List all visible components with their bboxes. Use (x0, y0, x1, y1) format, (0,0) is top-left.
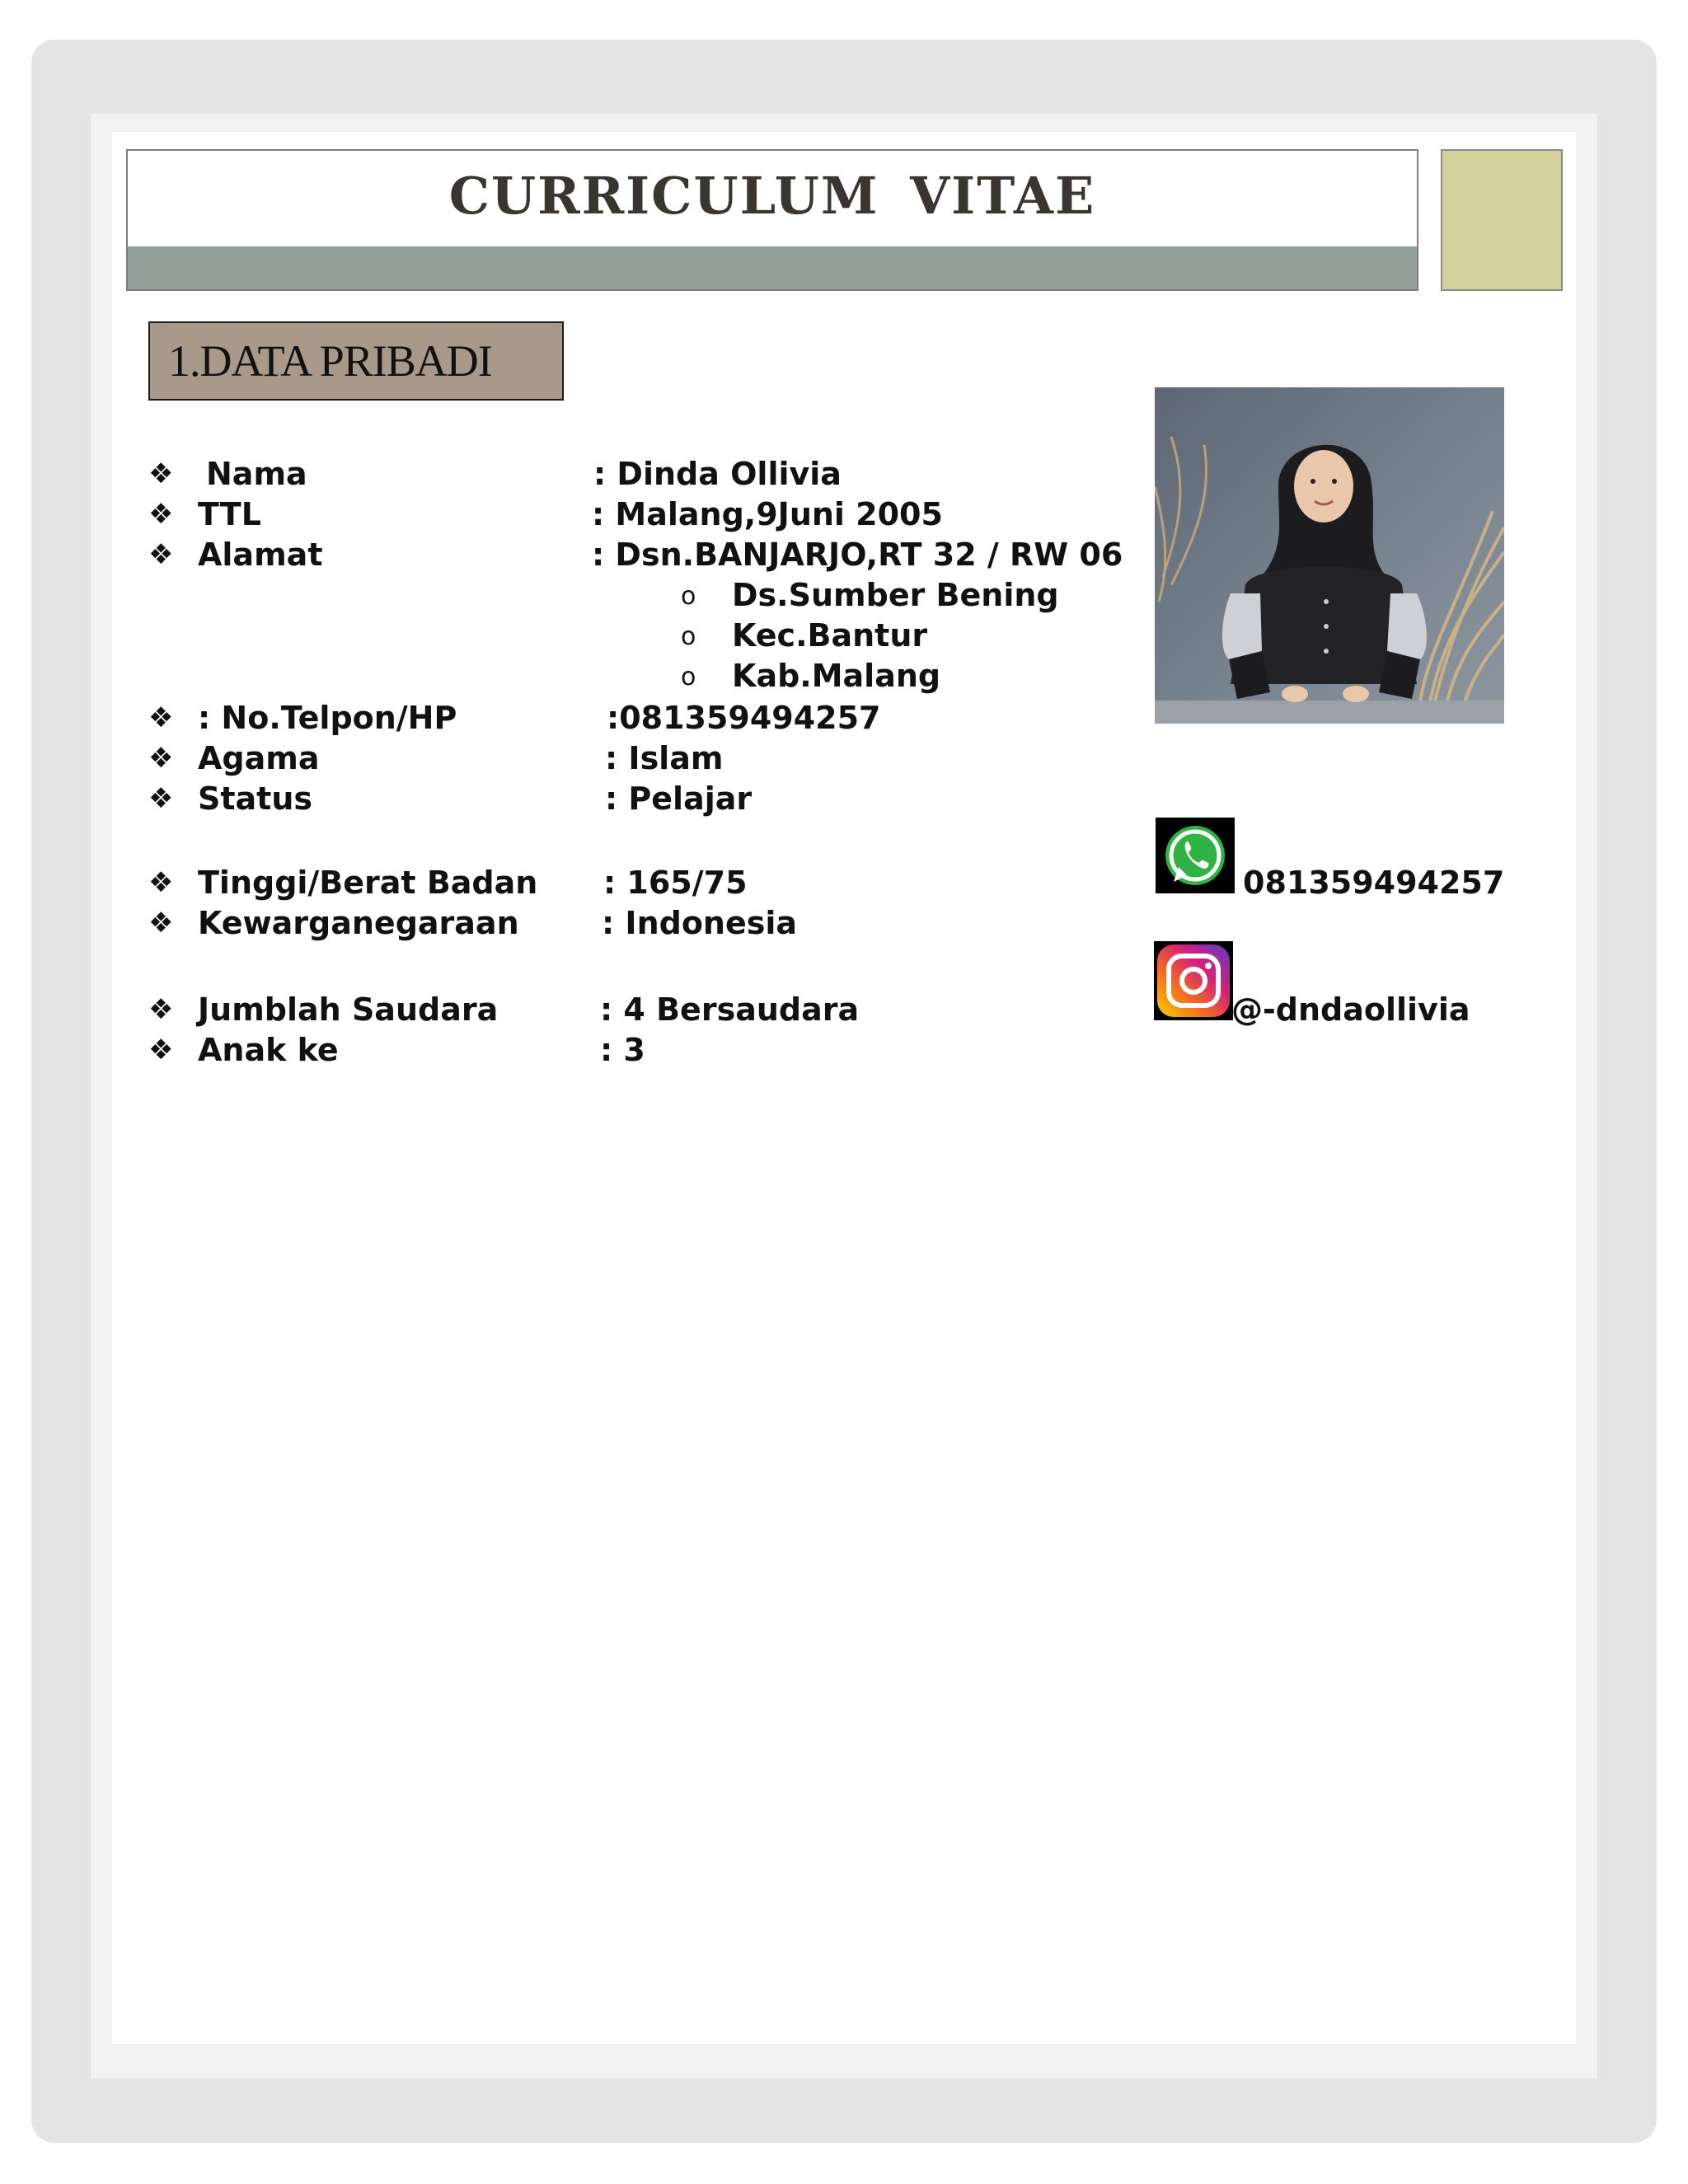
bullet-icon: ❖ (148, 1033, 174, 1066)
instagram-icon (1154, 941, 1233, 1020)
title-band (128, 246, 1417, 289)
bullet-icon: ❖ (148, 498, 174, 531)
label-tinggi-berat: Tinggi/Berat Badan (198, 865, 538, 901)
value-tinggi-berat: : 165/75 (603, 865, 748, 901)
value-telpon: :081359494257 (607, 700, 881, 736)
instagram-handle: @-dndaollivia (1231, 991, 1470, 1028)
value-status: : Pelajar (605, 780, 753, 817)
bullet-icon: ❖ (148, 742, 174, 775)
accent-square (1441, 149, 1563, 291)
value-alamat: : Dsn.BANJARJO,RT 32 / RW 06 (592, 537, 1123, 573)
label-saudara: Jumblah Saudara (198, 991, 499, 1028)
whatsapp-icon (1156, 818, 1235, 893)
bullet-icon: ❖ (148, 701, 174, 734)
bullet-icon: ❖ (148, 907, 174, 940)
address-line: Kec.Bantur (732, 617, 928, 654)
address-line: Ds.Sumber Bening (732, 577, 1059, 613)
value-nama: : Dinda Ollivia (593, 456, 842, 492)
section-header (148, 321, 564, 401)
label-anak-ke: Anak ke (198, 1032, 339, 1068)
address-line: Kab.Malang (732, 658, 941, 694)
circle-bullet-icon: o (681, 663, 696, 691)
value-anak-ke: : 3 (600, 1032, 645, 1068)
label-ttl: TTL (198, 496, 261, 532)
whatsapp-number: 081359494257 (1243, 865, 1505, 901)
bullet-icon: ❖ (148, 782, 174, 815)
label-telpon: : No.Telpon/HP (198, 700, 457, 736)
label-nama: Nama (206, 456, 307, 492)
circle-bullet-icon: o (681, 582, 696, 611)
value-agama: : Islam (605, 740, 724, 776)
value-saudara: : 4 Bersaudara (600, 991, 860, 1028)
profile-photo (1155, 387, 1504, 724)
label-alamat: Alamat (198, 537, 323, 573)
value-kewarganegaraan: : Indonesia (602, 905, 798, 941)
bullet-icon: ❖ (148, 993, 174, 1026)
bullet-icon: ❖ (148, 866, 174, 899)
label-kewarganegaraan: Kewarganegaraan (198, 905, 519, 941)
page-title: CURRICULUM VITAE (448, 166, 1096, 226)
label-status: Status (198, 780, 313, 817)
bullet-icon: ❖ (148, 457, 174, 490)
title-box (126, 149, 1418, 291)
section-title: 1.DATA PRIBADI (168, 336, 492, 386)
circle-bullet-icon: o (681, 622, 696, 651)
bullet-icon: ❖ (148, 538, 174, 571)
value-ttl: : Malang,9Juni 2005 (592, 496, 943, 532)
label-agama: Agama (198, 740, 320, 776)
